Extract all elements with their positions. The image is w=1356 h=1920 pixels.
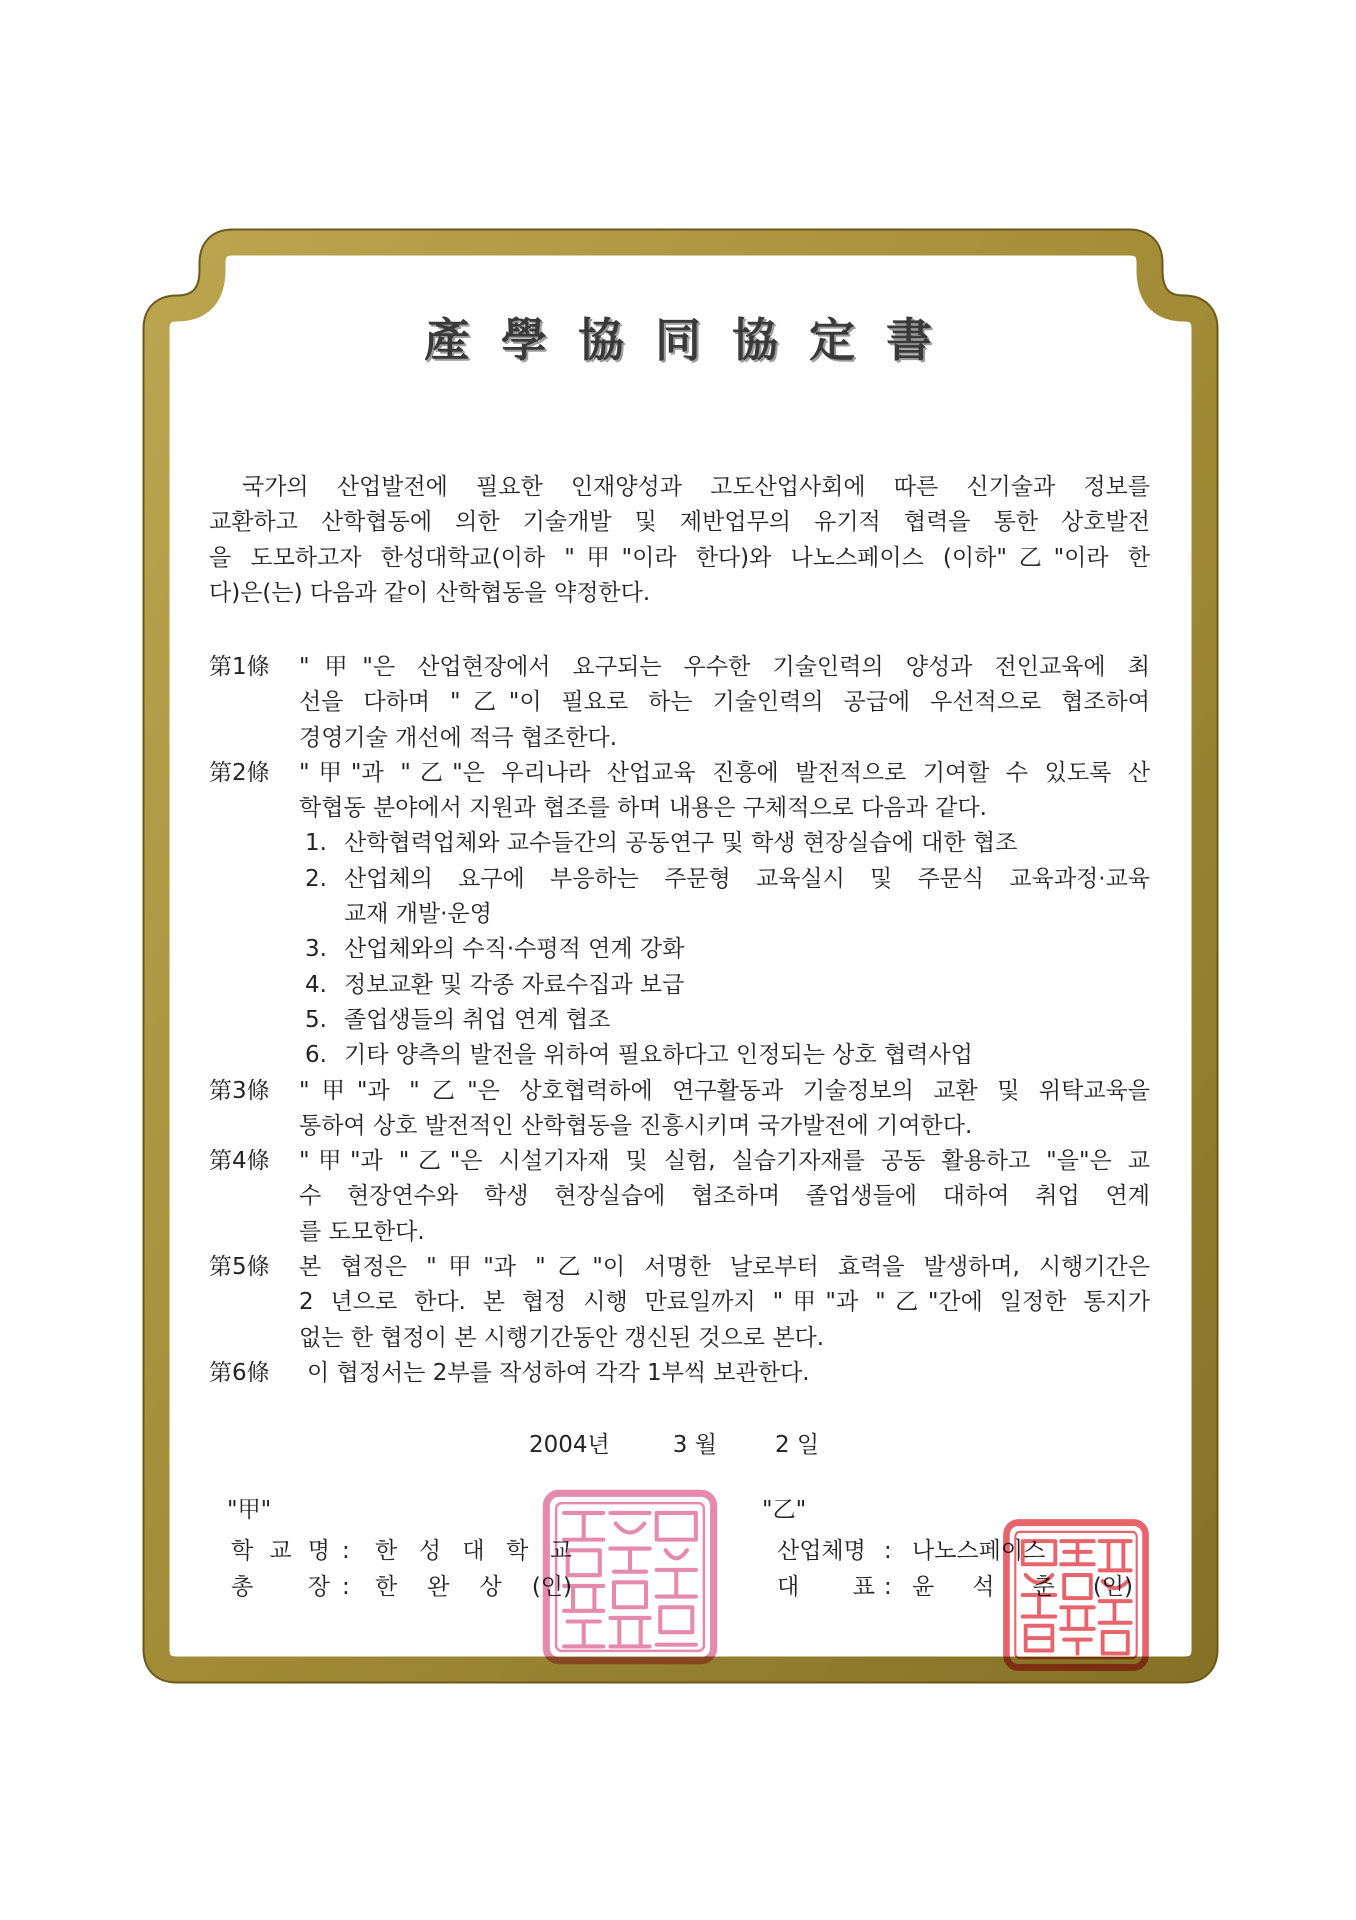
list-item-line: 산학협력업체와 교수들간의 공동연구 및 학생 현장실습에 대한 협조 (344, 830, 1018, 857)
list-item-line: 산업체와의 수직·수평적 연계 강화 (344, 936, 685, 963)
article-text (299, 1356, 1150, 1391)
article-label: 第4條 (209, 1148, 270, 1175)
article-label: 第2條 (209, 759, 270, 786)
article-text (299, 1144, 1150, 1250)
article-line: 2 년으로 한다. 본 협정 시행 만료일까지 "甲"과 "乙"간에 일정한 통지가 (299, 1289, 1150, 1316)
date-day: 2 일 (774, 1431, 820, 1458)
party-a-label: "甲" (227, 1497, 272, 1523)
article-line: "甲"과 "乙"은 상호협력하에 연구활동과 기술정보의 교환 및 위탁교육을 (299, 1077, 1150, 1104)
article-line: 를 도모한다. (299, 1218, 425, 1245)
agreement-date (209, 1428, 1150, 1463)
article-text (299, 1250, 1150, 1356)
party-a-president-row (231, 1569, 572, 1605)
list-item-number: 2. (305, 865, 327, 892)
article-line: 이 협정서는 2부를 작성하여 각각 1부씩 보관한다. (307, 1359, 810, 1386)
field-value: 한 성 대 학 교 (375, 1538, 572, 1564)
article-line: 통하여 상호 발전적인 산학협동을 진흥시키며 국가발전에 기여한다. (299, 1112, 973, 1139)
article-text (299, 650, 1150, 756)
list-item-text (344, 932, 1150, 967)
article-line: "甲"과 "乙"은 시설기자재 및 실험, 실습기자재를 공동 활용하고 "을"은 교 (299, 1148, 1150, 1175)
article-label: 第3條 (209, 1077, 270, 1104)
list-item (305, 1003, 1150, 1038)
list-item-line: 정보교환 및 각종 자료수집과 보급 (344, 971, 685, 998)
intro-line: 다)은(는) 다음과 같이 산학협동을 약정한다. (209, 579, 651, 606)
intro-line: 교환하고 산학협동에 의한 기술개발 및 제반업무의 유기적 협력을 통한 상호발전 (209, 509, 1150, 536)
list-item-number: 1. (305, 830, 327, 857)
party-b-representative-row (777, 1569, 1133, 1605)
field-separator: : (884, 1538, 892, 1564)
field-value: 한 완 상 (인) (375, 1574, 572, 1600)
field-separator: : (342, 1574, 350, 1600)
party-b-fields (762, 1533, 1133, 1605)
party-a-signature-block (227, 1492, 572, 1605)
list-item-text (344, 1038, 1150, 1073)
field-label: 총 장 (231, 1574, 330, 1600)
intro-line: 국가의 산업발전에 필요한 인재양성과 고도산업사회에 따른 신기술과 정보를 (242, 474, 1150, 500)
list-item-number: 6. (305, 1042, 327, 1069)
party-a-fields (227, 1533, 572, 1605)
article-line: 없는 한 협정이 본 시행기간동안 갱신된 것으로 본다. (299, 1324, 825, 1351)
list-item-text (344, 862, 1150, 933)
list-item-text (344, 1003, 1150, 1038)
list-item-number: 5. (305, 1006, 327, 1033)
article-list (209, 650, 1150, 1391)
article-line: "甲"은 산업현장에서 요구되는 우수한 기술인력의 양성과 전인교육에 최 (299, 653, 1150, 680)
date-month: 3 월 (672, 1431, 717, 1458)
article-line: "甲"과 "乙"은 우리나라 산업교육 진흥에 발전적으로 기여할 수 있도록 산 (299, 759, 1150, 786)
article-1 (209, 650, 1150, 756)
field-value: 나노스페이스 (912, 1538, 1046, 1564)
article-label: 第6條 (209, 1359, 270, 1386)
list-item (305, 826, 1150, 861)
field-separator: : (342, 1538, 350, 1564)
party-b-company-name-row (777, 1533, 1133, 1569)
field-separator: : (884, 1574, 892, 1600)
list-item-line: 졸업생들의 취업 연계 협조 (344, 1006, 611, 1033)
list-item-line: 기타 양측의 발전을 위하여 필요하다고 인정되는 상호 협력사업 (344, 1042, 973, 1069)
article-line: 선을 다하며 "乙"이 필요로 하는 기술인력의 공급에 우선적으로 협조하여 (299, 689, 1150, 716)
list-item (305, 932, 1150, 967)
document-body (209, 470, 1150, 1463)
article-line: 수 현장연수와 학생 현장실습에 협조하며 졸업생들에 대하여 취업 연계 (299, 1183, 1150, 1210)
list-item-number: 4. (305, 971, 327, 998)
list-item (305, 968, 1150, 1003)
article-2 (209, 756, 1150, 1074)
list-item-line: 교재 개발·운영 (344, 901, 492, 928)
article-5 (209, 1250, 1150, 1356)
article-text (299, 756, 1150, 1074)
article-6 (209, 1356, 1150, 1391)
date-year: 2004년 (529, 1431, 610, 1458)
field-value: 윤 석 춘 (인) (912, 1574, 1133, 1600)
list-item-text (344, 968, 1150, 1003)
party-b-label: "乙" (762, 1497, 807, 1523)
article-4 (209, 1144, 1150, 1250)
party-b-signature-block (762, 1492, 1133, 1605)
field-label: 학 교 명 (231, 1538, 330, 1564)
party-a-school-name-row (231, 1533, 572, 1569)
article-line: 경영기술 개선에 적극 협조한다. (299, 724, 618, 751)
article-3 (209, 1074, 1150, 1145)
article-text (299, 1074, 1150, 1145)
article-line: 학협동 분야에서 지원과 협조를 하며 내용은 구체적으로 다음과 같다. (299, 795, 987, 822)
list-item-line: 산업체의 요구에 부응하는 주문형 교육실시 및 주문식 교육과정·교육 (344, 865, 1150, 892)
list-item (305, 1038, 1150, 1073)
document-title: 產學協同協定書 (424, 313, 963, 367)
field-label: 대 표 (777, 1574, 875, 1600)
field-label: 산업체명 (777, 1538, 866, 1564)
list-item-number: 3. (305, 936, 327, 963)
article-item-list (299, 826, 1150, 1073)
article-label: 第5條 (209, 1254, 270, 1281)
article-line: 본 협정은 "甲"과 "乙"이 서명한 날로부터 효력을 발생하며, 시행기간은 (299, 1254, 1150, 1281)
intro-paragraph (209, 470, 1150, 611)
list-item (305, 862, 1150, 933)
intro-line: 을 도모하고자 한성대학교(이하 "甲"이라 한다)와 나노스페이스 (이하"乙"이라 한 (209, 544, 1150, 571)
list-item-text (344, 826, 1150, 861)
article-label: 第1條 (209, 653, 270, 680)
